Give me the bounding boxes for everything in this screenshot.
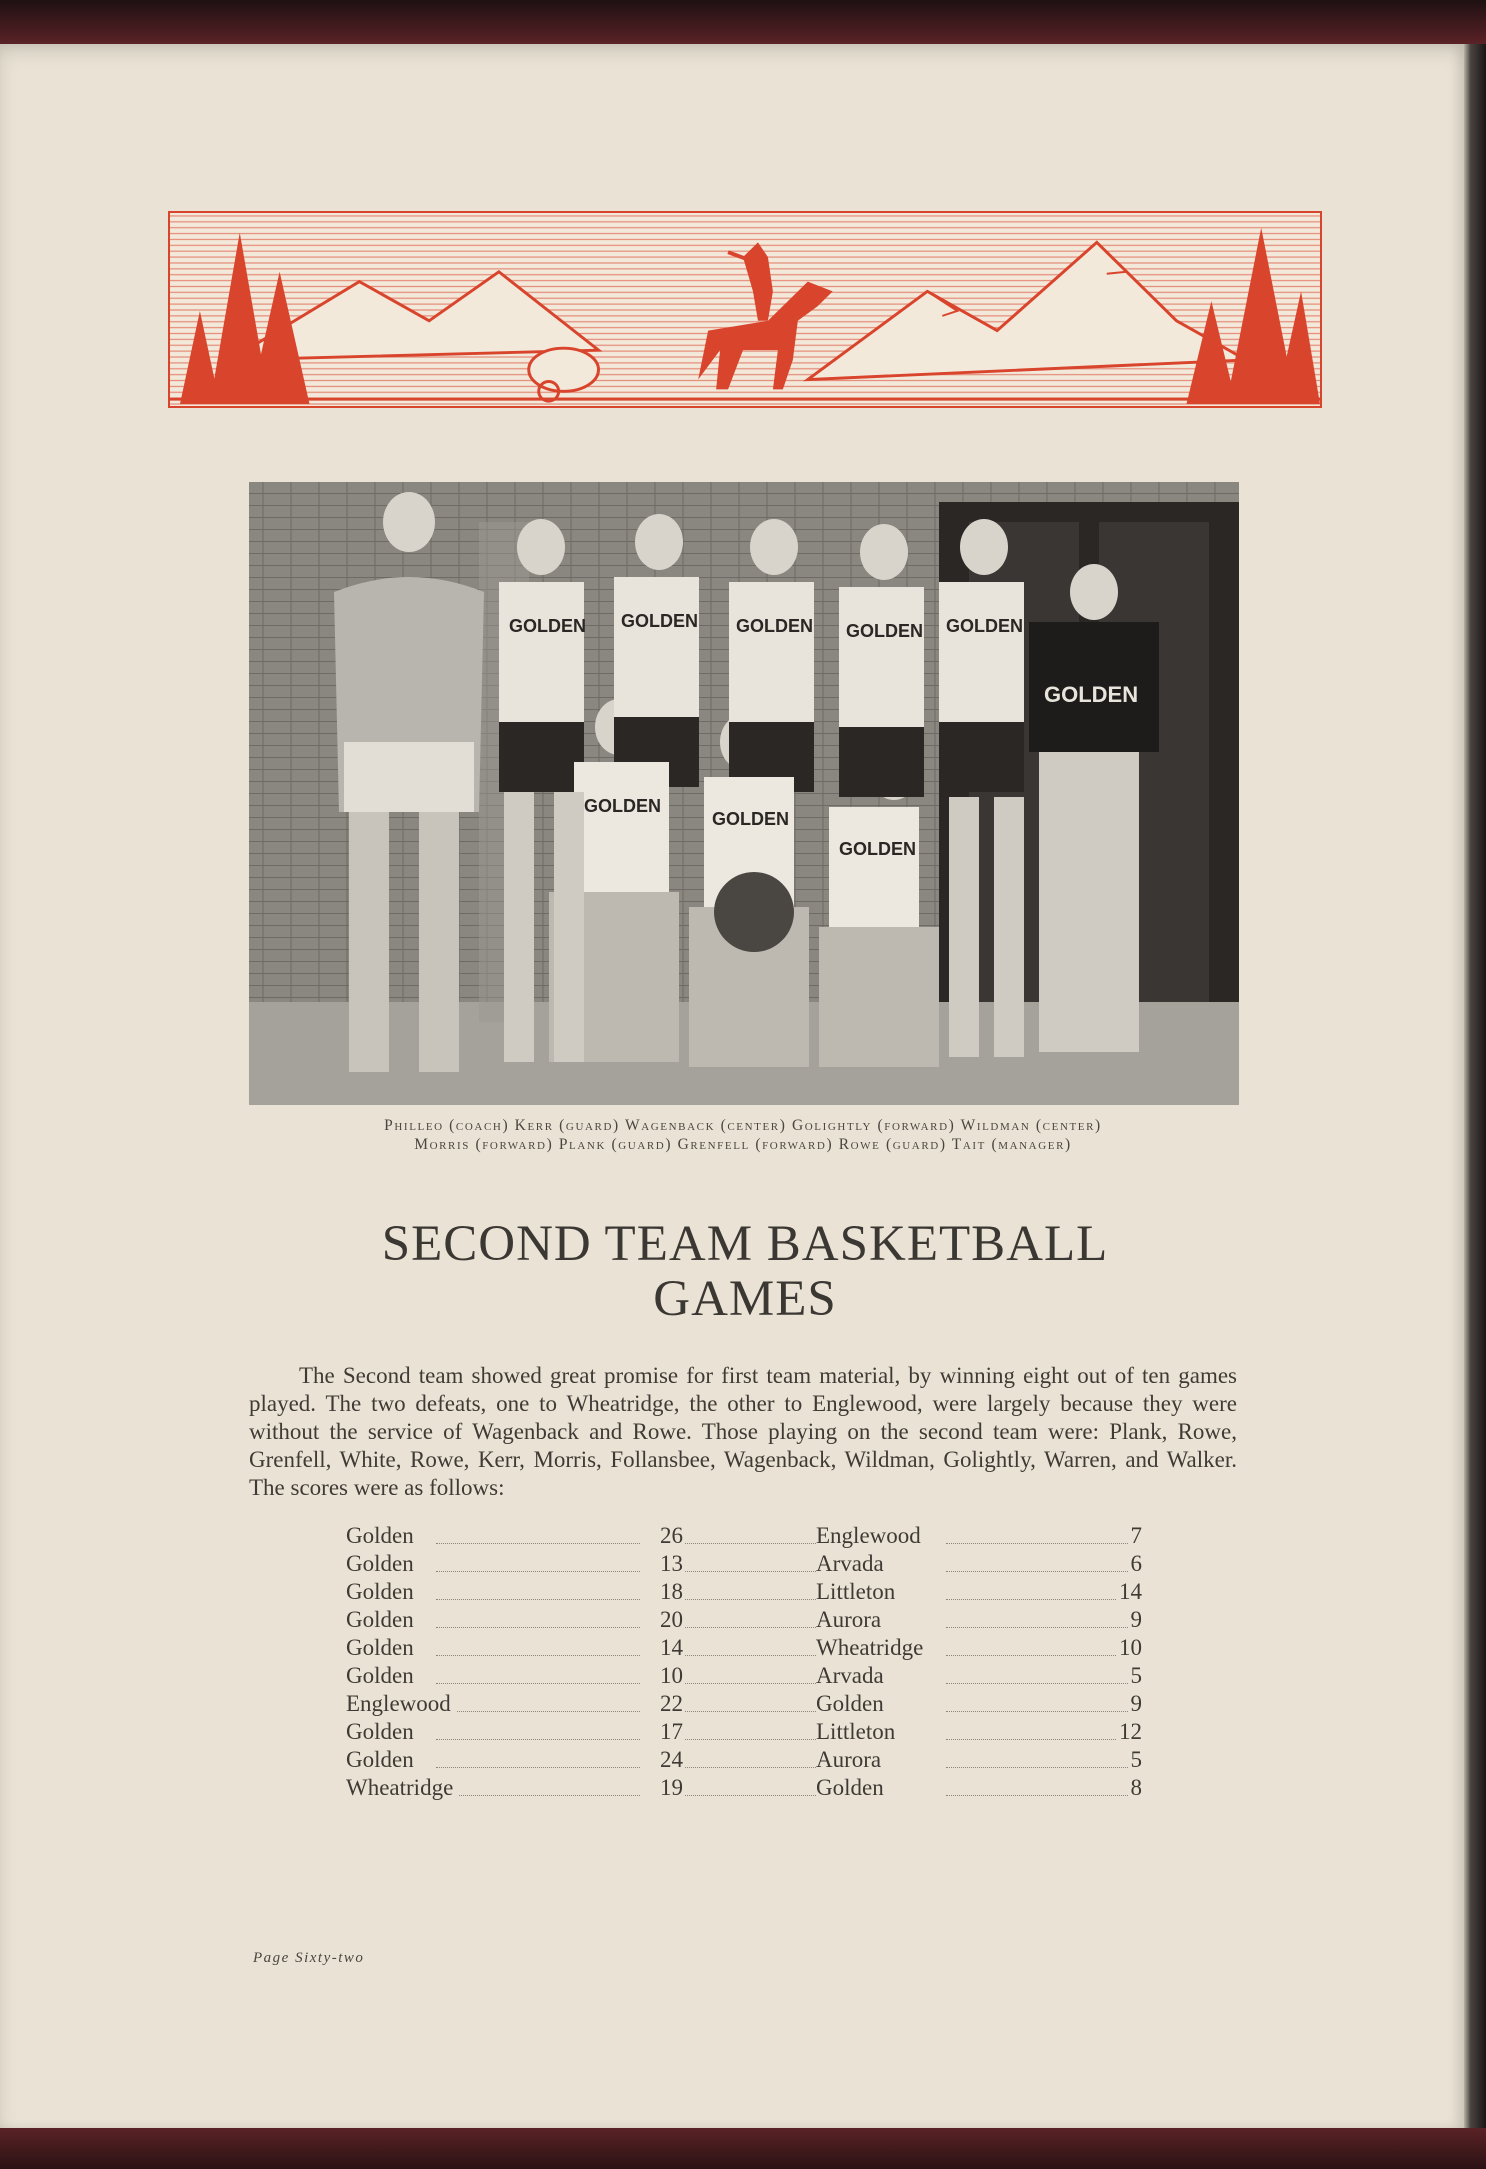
score-row [346, 1747, 1142, 1775]
away-team: Arvada [816, 1551, 890, 1577]
away-score: 5 [1130, 1663, 1142, 1688]
leader-dots [436, 1543, 646, 1544]
leader-dots [682, 1571, 818, 1572]
away-team: Aurora [816, 1607, 887, 1633]
leader-dots [946, 1711, 1128, 1712]
leader-dots [436, 1599, 646, 1600]
svg-text:GOLDEN: GOLDEN [621, 611, 699, 631]
score-row [346, 1607, 1142, 1635]
away-score: 5 [1130, 1747, 1142, 1772]
leader-dots [946, 1767, 1128, 1768]
home-score: 17 [641, 1719, 685, 1745]
away-score: 9 [1130, 1691, 1142, 1716]
leader-dots [436, 1795, 646, 1796]
home-score: 18 [641, 1579, 685, 1605]
home-team: Golden [346, 1663, 420, 1689]
home-score: 22 [641, 1691, 685, 1717]
home-team: Golden [346, 1607, 420, 1633]
leader-dots [436, 1739, 646, 1740]
away-team: Wheatridge [816, 1635, 929, 1661]
score-row [346, 1775, 1142, 1803]
leader-dots [946, 1655, 1128, 1656]
leader-dots [682, 1543, 818, 1544]
home-score: 20 [641, 1607, 685, 1633]
leader-dots [436, 1627, 646, 1628]
home-score: 26 [641, 1523, 685, 1549]
home-team: Golden [346, 1747, 420, 1773]
away-team: Englewood [816, 1523, 927, 1549]
leader-dots [436, 1767, 646, 1768]
leader-dots [436, 1711, 646, 1712]
leader-dots [682, 1627, 818, 1628]
leader-dots [436, 1655, 646, 1656]
leader-dots [682, 1711, 818, 1712]
away-team: Arvada [816, 1663, 890, 1689]
score-row [346, 1691, 1142, 1719]
leader-dots [682, 1683, 818, 1684]
score-row [346, 1635, 1142, 1663]
score-row [346, 1663, 1142, 1691]
away-score: 10 [1119, 1635, 1142, 1660]
away-score: 6 [1130, 1551, 1142, 1576]
svg-text:GOLDEN: GOLDEN [712, 809, 790, 829]
home-team: Englewood [346, 1691, 457, 1717]
svg-text:GOLDEN: GOLDEN [846, 621, 924, 641]
away-team: Aurora [816, 1747, 887, 1773]
away-score: 14 [1119, 1579, 1142, 1604]
home-score: 19 [641, 1775, 685, 1801]
leader-dots [946, 1683, 1128, 1684]
western-landscape-banner [168, 211, 1322, 408]
body-paragraph: The Second team showed great promise for first team material, by winning eight out of ten games played. The two defeats, one to Wheatridge, the other to Englewood, were largely because they were without the service of Wagenback and Rowe. Those playing on the second team were: Plank, Rowe, Grenfell, White, Rowe, Kerr, Morris, Follansbee, Wagenback, Wildman, Golightly, Warren, and Walker. The scores were as follows: [249, 1363, 1237, 1500]
home-team: Golden [346, 1635, 420, 1661]
leader-dots [682, 1655, 818, 1656]
title-line-2: GAMES [653, 1271, 837, 1327]
leader-dots [946, 1571, 1128, 1572]
caption-line-1: Philleo (coach) Kerr (guard) Wagenback (center) Golightly (forward) Wildman (center) [384, 1117, 1102, 1134]
svg-text:GOLDEN: GOLDEN [584, 796, 662, 816]
title-line-1: SECOND TEAM BASKETBALL [381, 1216, 1109, 1272]
leader-dots [946, 1739, 1128, 1740]
home-team: Wheatridge [346, 1775, 459, 1801]
leader-dots [682, 1767, 818, 1768]
photo-caption [180, 1116, 1306, 1154]
book-binding [1464, 44, 1486, 2128]
home-team: Golden [346, 1523, 420, 1549]
score-row [346, 1523, 1142, 1551]
team-photo [249, 482, 1239, 1105]
leader-dots [682, 1599, 818, 1600]
away-score: 9 [1130, 1607, 1142, 1632]
svg-text:GOLDEN: GOLDEN [839, 839, 917, 859]
away-score: 12 [1119, 1719, 1142, 1744]
svg-text:GOLDEN: GOLDEN [736, 616, 814, 636]
leader-dots [946, 1795, 1128, 1796]
away-team: Littleton [816, 1579, 901, 1605]
svg-text:GOLDEN: GOLDEN [946, 616, 1024, 636]
score-row [346, 1551, 1142, 1579]
svg-text:GOLDEN: GOLDEN [509, 616, 587, 636]
leader-dots [436, 1571, 646, 1572]
page-title [230, 1217, 1260, 1327]
leader-dots [946, 1599, 1128, 1600]
home-team: Golden [346, 1551, 420, 1577]
away-score: 7 [1130, 1523, 1142, 1548]
away-score: 8 [1130, 1775, 1142, 1800]
leader-dots [436, 1683, 646, 1684]
away-team: Golden [816, 1691, 890, 1717]
leader-dots [946, 1543, 1128, 1544]
home-score: 24 [641, 1747, 685, 1773]
away-team: Golden [816, 1775, 890, 1801]
score-row [346, 1719, 1142, 1747]
scores-table [346, 1523, 1142, 1803]
page-number: Page Sixty-two [253, 1950, 365, 1966]
home-team: Golden [346, 1579, 420, 1605]
score-row [346, 1579, 1142, 1607]
home-team: Golden [346, 1719, 420, 1745]
book-top-edge [0, 0, 1486, 44]
home-score: 10 [641, 1663, 685, 1689]
home-score: 14 [641, 1635, 685, 1661]
leader-dots [946, 1627, 1128, 1628]
home-score: 13 [641, 1551, 685, 1577]
caption-line-2: Morris (forward) Plank (guard) Grenfell (forward) Rowe (guard) Tait (manager) [414, 1136, 1072, 1153]
svg-text:GOLDEN: GOLDEN [1044, 682, 1139, 707]
book-bottom-edge [0, 2128, 1486, 2169]
leader-dots [682, 1739, 818, 1740]
leader-dots [682, 1795, 818, 1796]
away-team: Littleton [816, 1719, 901, 1745]
